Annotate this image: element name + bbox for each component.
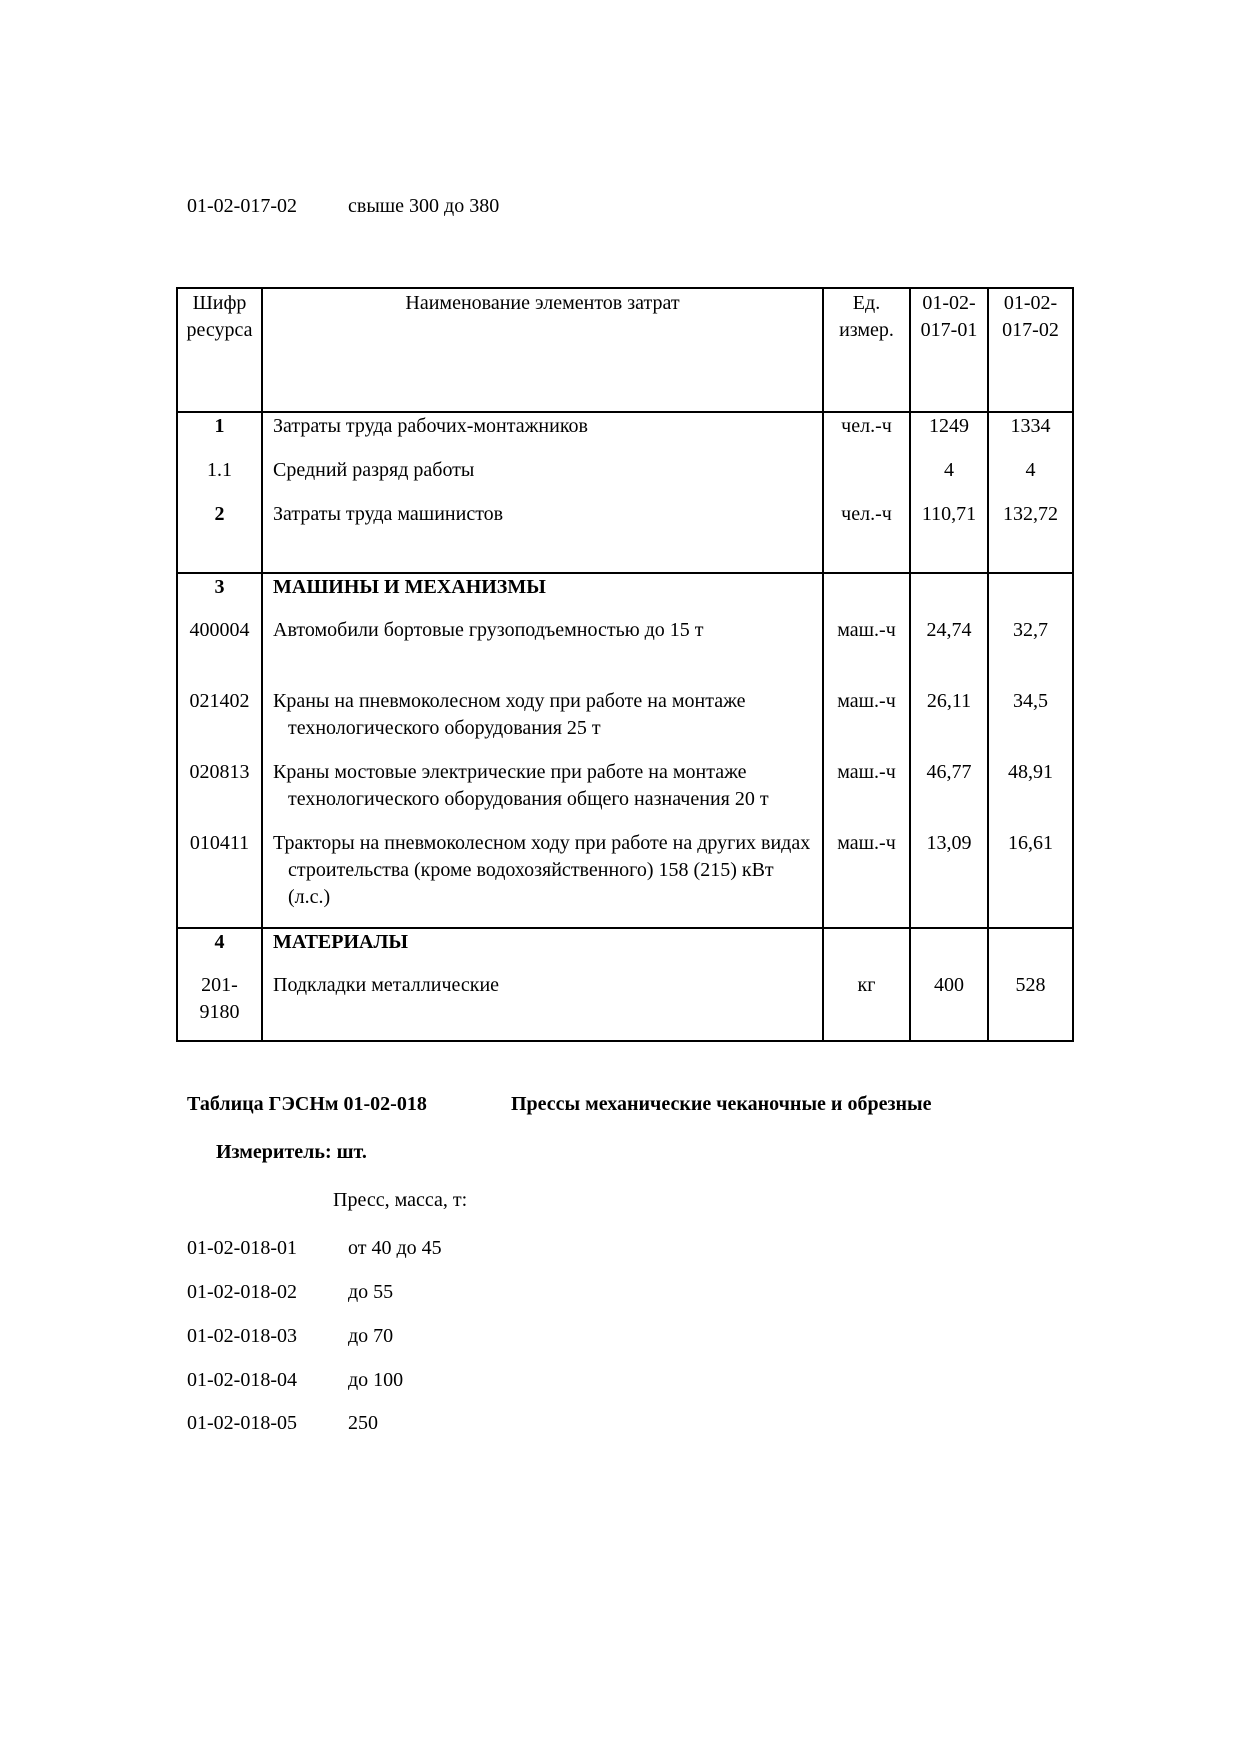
row-value-1: [910, 928, 988, 972]
row-name: [262, 759, 823, 830]
row-code: 021402: [177, 688, 262, 759]
row-code: 201-9180: [177, 972, 262, 1041]
row-unit: кг: [823, 972, 910, 1041]
table-row: [177, 501, 1073, 573]
table-row: [177, 759, 1073, 830]
item-text: до 100: [348, 1369, 404, 1391]
item-text: от 40 до 45: [348, 1237, 442, 1259]
list-item: [187, 1324, 687, 1348]
row-value-1: 26,11: [910, 688, 988, 759]
row-name-text: Краны мостовые электрические при работе на монтаже технологического оборудования общего назначения 20 т: [273, 761, 769, 810]
row-unit: чел.-ч: [823, 501, 910, 573]
top-entry: [187, 194, 687, 218]
table-row: [177, 412, 1073, 457]
row-value-2: [988, 573, 1073, 617]
header-unit: Ед. измер.: [823, 288, 910, 412]
next-table-subject: Прессы механические чеканочные и обрезные: [511, 1093, 932, 1115]
table-row: [177, 617, 1073, 688]
row-name-text: Краны на пневмоколесном ходу при работе на монтаже технологического оборудования 25 т: [273, 690, 746, 739]
table-section-row: [177, 928, 1073, 972]
row-name-text: Тракторы на пневмоколесном ходу при работе на других видах строительства (кроме водохозяйственного) 158 (215) кВт (л.с.): [273, 832, 811, 908]
table-row: [177, 972, 1073, 1041]
list-item: [187, 1411, 687, 1435]
row-name: Подкладки металлические: [262, 972, 823, 1041]
list-item: [187, 1368, 687, 1392]
row-value-1: 400: [910, 972, 988, 1041]
row-name: [262, 688, 823, 759]
next-table-title: Таблица ГЭСНм 01-02-018: [187, 1093, 427, 1115]
table-header-row: [177, 288, 1073, 412]
item-code: 01-02-018-02: [187, 1281, 297, 1303]
header-code: Шифр ресурса: [177, 288, 262, 412]
next-table-param: Пресс, масса, т:: [333, 1189, 468, 1211]
row-value-1: 46,77: [910, 759, 988, 830]
section-title: МАШИНЫ И МЕХАНИЗМЫ: [262, 573, 823, 617]
row-unit: маш.-ч: [823, 830, 910, 928]
row-value-2: 132,72: [988, 501, 1073, 573]
row-value-2: 34,5: [988, 688, 1073, 759]
row-value-1: 1249: [910, 412, 988, 457]
row-unit: маш.-ч: [823, 617, 910, 688]
section-code: 3: [177, 573, 262, 617]
row-code: 400004: [177, 617, 262, 688]
row-unit: [823, 928, 910, 972]
row-code: 1.1: [177, 457, 262, 501]
next-table-meter: Измеритель: шт.: [216, 1141, 367, 1163]
table-row: [177, 830, 1073, 928]
row-value-1: 4: [910, 457, 988, 501]
row-value-2: [988, 928, 1073, 972]
header-col1: 01-02-017-01: [910, 288, 988, 412]
row-name: Затраты труда машинистов: [262, 501, 823, 573]
row-code: 020813: [177, 759, 262, 830]
header-col2: 01-02-017-02: [988, 288, 1073, 412]
row-value-2: 32,7: [988, 617, 1073, 688]
top-entry-code: 01-02-017-02: [187, 195, 297, 217]
item-text: до 55: [348, 1281, 394, 1303]
table-row: [177, 688, 1073, 759]
row-value-1: 13,09: [910, 830, 988, 928]
row-value-2: 48,91: [988, 759, 1073, 830]
row-name: [262, 617, 823, 688]
row-value-2: 528: [988, 972, 1073, 1041]
table-section-row: [177, 573, 1073, 617]
row-code: 010411: [177, 830, 262, 928]
item-code: 01-02-018-05: [187, 1412, 297, 1434]
item-code: 01-02-018-03: [187, 1325, 297, 1347]
item-code: 01-02-018-04: [187, 1369, 297, 1391]
table-row: [177, 457, 1073, 501]
row-code: 1: [177, 412, 262, 457]
row-name: Затраты труда рабочих-монтажников: [262, 412, 823, 457]
row-unit: маш.-ч: [823, 759, 910, 830]
row-code: 2: [177, 501, 262, 573]
section-title: МАТЕРИАЛЫ: [262, 928, 823, 972]
row-unit: маш.-ч: [823, 688, 910, 759]
row-value-2: 1334: [988, 412, 1073, 457]
header-name: Наименование элементов затрат: [262, 288, 823, 412]
item-text: до 70: [348, 1325, 394, 1347]
section-code: 4: [177, 928, 262, 972]
row-value-1: 110,71: [910, 501, 988, 573]
row-value-2: 4: [988, 457, 1073, 501]
resource-table: [176, 287, 1074, 1042]
list-item: [187, 1280, 687, 1304]
row-value-1: [910, 573, 988, 617]
row-value-2: 16,61: [988, 830, 1073, 928]
row-unit: чел.-ч: [823, 412, 910, 457]
top-entry-text: свыше 300 до 380: [348, 195, 500, 217]
row-name: [262, 830, 823, 928]
row-value-1: 24,74: [910, 617, 988, 688]
list-item: [187, 1236, 687, 1260]
row-name: Средний разряд работы: [262, 457, 823, 501]
row-unit: [823, 457, 910, 501]
row-unit: [823, 573, 910, 617]
row-name-text: Автомобили бортовые грузоподъемностью до 15 т: [273, 619, 704, 641]
item-code: 01-02-018-01: [187, 1237, 297, 1259]
item-text: 250: [348, 1412, 378, 1434]
